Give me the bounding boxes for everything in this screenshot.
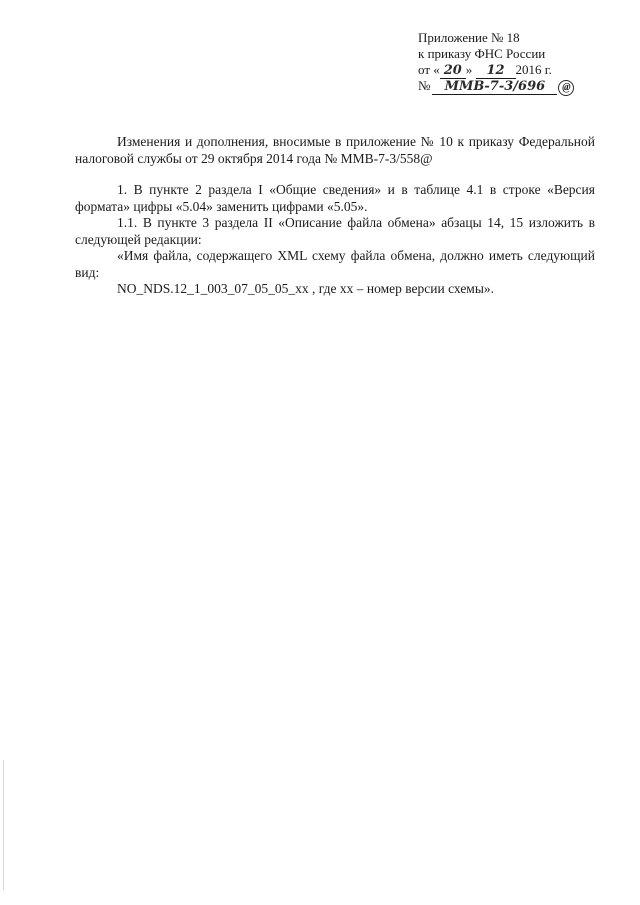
order-date-line	[418, 62, 618, 78]
document-body	[75, 134, 595, 298]
number-prefix: №	[418, 78, 431, 93]
date-prefix: от «	[418, 62, 440, 77]
date-month-handwritten: 12	[476, 64, 516, 79]
paragraph-1-1: 1.1. В пункте 3 раздела II «Описание файла обмена» абзацы 14, 15 изложить в следующей редакции:	[75, 215, 595, 247]
appendix-header	[418, 30, 618, 94]
order-number-handwritten: ММВ-7-3/696	[432, 80, 557, 95]
order-number-line	[418, 78, 618, 94]
date-year: 2016 г.	[515, 62, 552, 77]
paragraph-file-name: NO_NDS.12_1_003_07_05_05_xx , где хх – номер версии схемы».	[117, 281, 495, 296]
date-mid: »	[465, 62, 473, 77]
date-day-handwritten: 20	[440, 64, 466, 79]
scan-edge-line	[3, 760, 4, 890]
at-sign-handwritten: @	[558, 80, 574, 96]
paragraph-1: 1. В пункте 2 раздела I «Общие сведения» и в таблице 4.1 в строке «Версия формата» цифры «5.04» заменить цифрами «5.05».	[75, 182, 595, 214]
paragraph-quote: «Имя файла, содержащего XML схему файла обмена, должно иметь следующий вид:	[75, 248, 595, 280]
appendix-number-line: Приложение № 18	[418, 30, 520, 45]
order-reference-line: к приказу ФНС России	[418, 46, 546, 61]
document-title: Изменения и дополнения, вносимые в приложение № 10 к приказу Федеральной налоговой службы от 29 октября 2014 года № ММВ-7-3/558@	[75, 134, 595, 166]
